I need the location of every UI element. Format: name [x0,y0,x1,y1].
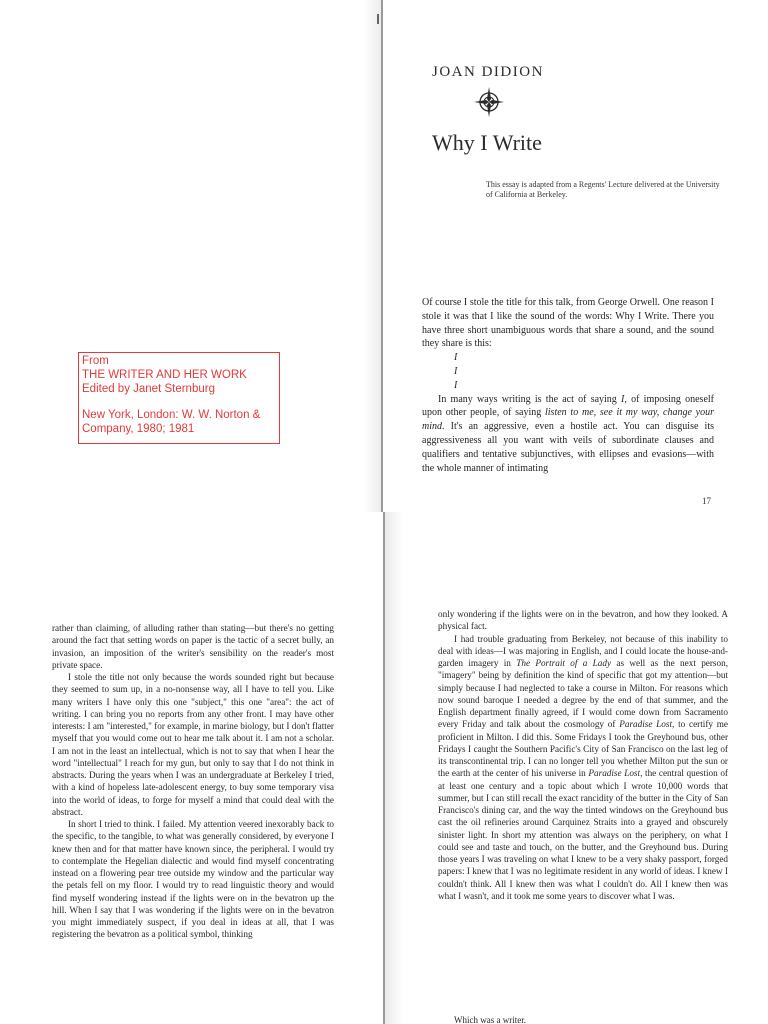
source-line-book: THE WRITER AND HER WORK [82,369,247,381]
essay-title: Why I Write [432,130,542,155]
author-name: JOAN DIDION [432,64,544,80]
left-paragraph-1: rather than claiming, of alluding rather than stating—but there's no getting around the fact that setting words on paper is the tactic of a secret bully, an invasion, an imposition of the writer's sensibility on the reader's most private space. [52,623,334,670]
book-gutter [381,0,383,512]
i-line-1: I [454,352,458,364]
opening-text [422,296,714,475]
page-number: 17 [702,496,711,506]
book-gutter [383,512,385,1024]
left-paragraph-3: In short I tried to think. I failed. My attention veered inexorably back to the specific, to the tangible, to what was generally considered, by everyone I knew then and for that matter have known since, the peripheral. I would try to contemplate the Hegelian dialectic and would find myself concentrating instead on a flowering pear tree outside my window and the particular way the petals fell on my floor. I would try to read linguistic theory and would find myself wondering instead if the lights were on in the bevatron up the hill. When I say that I was wondering if the lights were on in the bevatron you might immediately suspect, if you deal in ideas at all, that I was registering the bevatron as a political symbol, thinking [52,819,334,940]
right-paragraph-2: I had trouble graduating from Berkeley, not because of this inability to deal with ideas—I was majoring in English, and I could locate the house-and-garden imagery in The Portrait of a Lady as well as the next person, "imagery" being by definition the kind of specific that got my attention—but simply because I had neglected to take a course in Milton. For reasons which now sound baroque I needed a degree by the end of that summer, and the English department finally agreed, if I would come down from Sacramento every Friday and talk about the cosmology of Paradise Lost, to certify me proficient in Milton. I did this. Some Fridays I took the Greyhound bus, other Fridays I caught the Southern Pacific's City of San Francisco on the last leg of its transcontinental trip. I can no longer tell you whether Milton put the sun or the earth at the center of his universe in Paradise Lost, the central question of at least one century and a topic about which I wrote 10,000 words that summer, but I can still recall the exact rancidity of the butter in the City of San Francisco's dining car, and the way the tinted windows on the Greyhound bus cast the oil refineries around Carquinez Straits into a grayed and obscurely sinister light. In short my attention was always on the periphery, on what I could see and taste and touch, on the butter, and the Greyhound bus. During those years I was traveling on what I knew to be a very shaky passport, forged papers: I knew that I was no legitimate resident in any world of ideas. I knew I couldn't think. All I knew then was what I couldn't do. All I knew then was what I wasn't, and it took me some years to discover what I was. [438,633,728,901]
source-line-year: Company, 1980; 1981 [82,423,195,435]
page-mark [377,14,379,24]
gutter-shadow [385,512,403,1024]
left-paragraph-2: I stole the title not only because the words sounded right but because they seemed to sum up, in a no-nonsense way, all I have to tell you. Like many writers I have only this one "subject," this one "area": the act of writing. I can bring you no reports from any other front. I may have other interests: I am "interested," for example, in marine biology, but I don't flatter myself that you would come out to hear me talk about it. I am not a scholar. I am not in the least an intellectual, which is not to say that when I hear the word "intellectual" I reach for my gun, but only to say that I do not think in abstracts. During the years when I was an undergraduate at Berkeley I tried, with a kind of hopeless late-adolescent energy, to buy some temporary visa into the world of ideas, to forge for myself a mind that could deal with the abstract. [52,672,334,817]
gutter-shadow [364,0,382,512]
left-page-column [52,622,334,941]
source-line-publisher: New York, London: W. W. Norton & [82,409,261,421]
second-paragraph: In many ways writing is the act of saying I, of imposing oneself upon other people, of saying listen to me, see it my way, change your mind. It's an aggressive, even a hostile act. You can disguise its aggressiveness all you want with veils of subordinate clauses and qualifiers and tentative subjunctives, with ellipses and evasions—with the whole manner of intimating [422,393,715,474]
right-paragraph-1: only wondering if the lights were on in the bevatron, and how they looked. A physical fact. [438,609,728,632]
opening-paragraph: Of course I stole the title for this talk, from George Orwell. One reason I stole it was that I like the sound of the words: Why I Write. There you have three short unambiguous words that share a sound, and the sound they share is this: [422,297,714,350]
compass-ornament-icon [473,86,505,118]
i-line-3: I [454,379,458,391]
cut-off-line: Which was a writer. [454,1015,526,1024]
bottom-spread [0,512,768,1024]
right-page-column [438,608,728,902]
lecture-note: This essay is adapted from a Regents' Lecture delivered at the University of California at Berkeley. [486,180,720,199]
source-annotation-box [78,352,280,444]
source-line-editor: Edited by Janet Sternburg [82,383,215,395]
source-line-from: From [82,355,109,367]
i-line-2: I [454,365,458,377]
